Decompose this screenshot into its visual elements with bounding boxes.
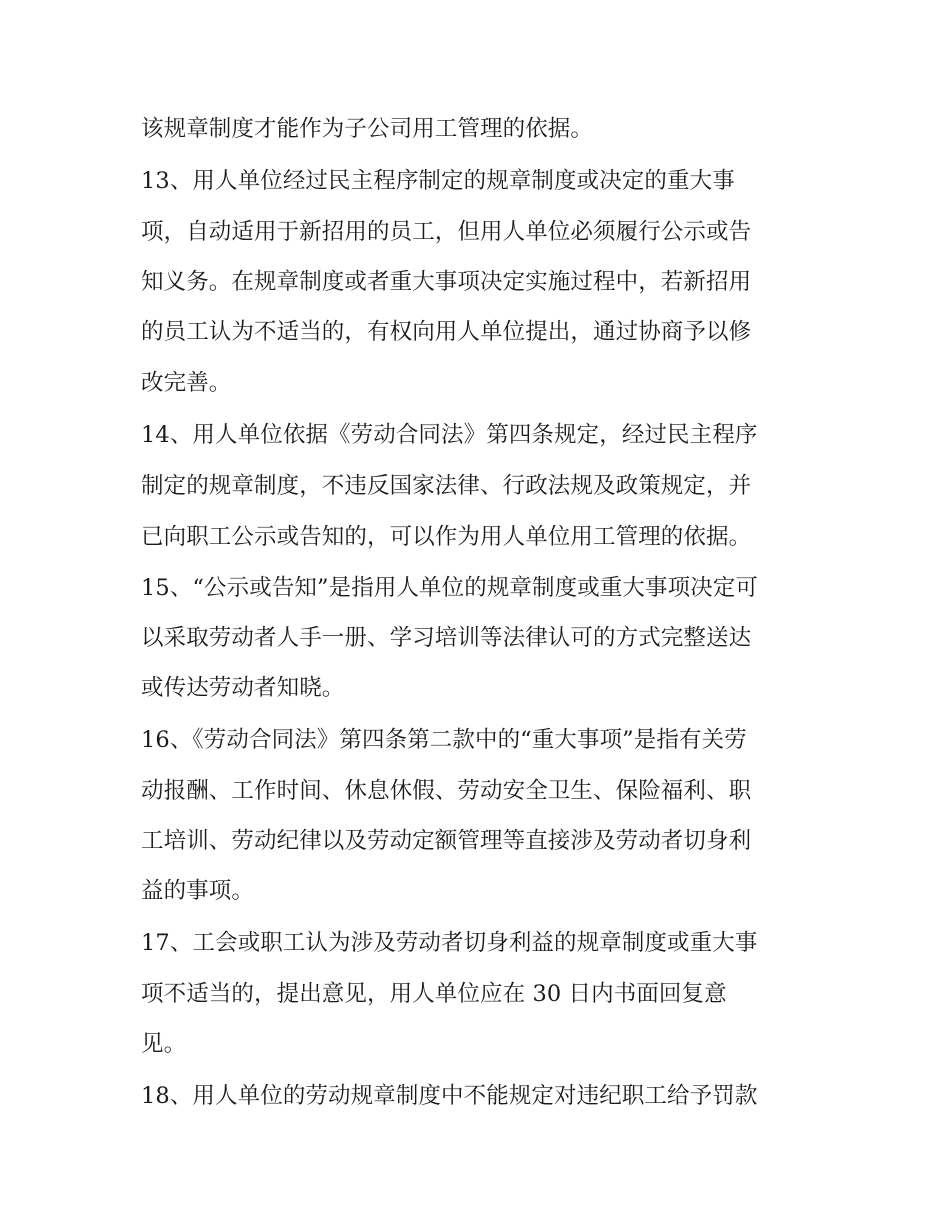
text-line: 该规章制度才能作为子公司用工管理的依据。 xyxy=(141,116,594,142)
text-line: 知义务。在规章制度或者重大事项决定实施过程中，若新招用 xyxy=(141,269,752,295)
text-line: 动报酬、工作时间、休息休假、劳动安全卫生、保险福利、职 xyxy=(141,778,752,804)
text-line: 益的事项。 xyxy=(141,878,255,904)
text-line: 17、工会或职工认为涉及劳动者切身利益的规章制度或重大事 xyxy=(141,930,758,956)
text-line: 15、“公示或告知”是指用人单位的规章制度或重大事项决定可 xyxy=(141,575,759,601)
text-line: 制定的规章制度，不违反国家法律、行政法规及政策规定，并 xyxy=(141,473,752,499)
text-line: 14、用人单位依据《劳动合同法》第四条规定，经过民主程序 xyxy=(141,422,758,448)
text-line: 项不适当的，提出意见，用人单位应在 30 日内书面回复意 xyxy=(141,981,727,1007)
text-line: 见。 xyxy=(141,1031,187,1057)
text-line: 13、用人单位经过民主程序制定的规章制度或决定的重大事 xyxy=(141,168,735,194)
text-line: 项，自动适用于新招用的员工，但用人单位必须履行公示或告 xyxy=(141,219,752,245)
text-line: 改完善。 xyxy=(141,370,232,396)
text-line: 16、《劳动合同法》第四条第二款中的“重大事项”是指有关劳 xyxy=(141,727,747,753)
text-line: 工培训、劳动纪律以及劳动定额管理等直接涉及劳动者切身利 xyxy=(141,828,752,854)
text-line: 或传达劳动者知晓。 xyxy=(141,675,345,701)
text-line: 18、用人单位的劳动规章制度中不能规定对违纪职工给予罚款 xyxy=(141,1083,758,1109)
text-line: 的员工认为不适当的，有权向用人单位提出，通过协商予以修 xyxy=(141,319,752,345)
text-line: 已向职工公示或告知的，可以作为用人单位用工管理的依据。 xyxy=(141,524,752,550)
text-line: 以采取劳动者人手一册、学习培训等法律认可的方式完整送达 xyxy=(141,625,752,651)
